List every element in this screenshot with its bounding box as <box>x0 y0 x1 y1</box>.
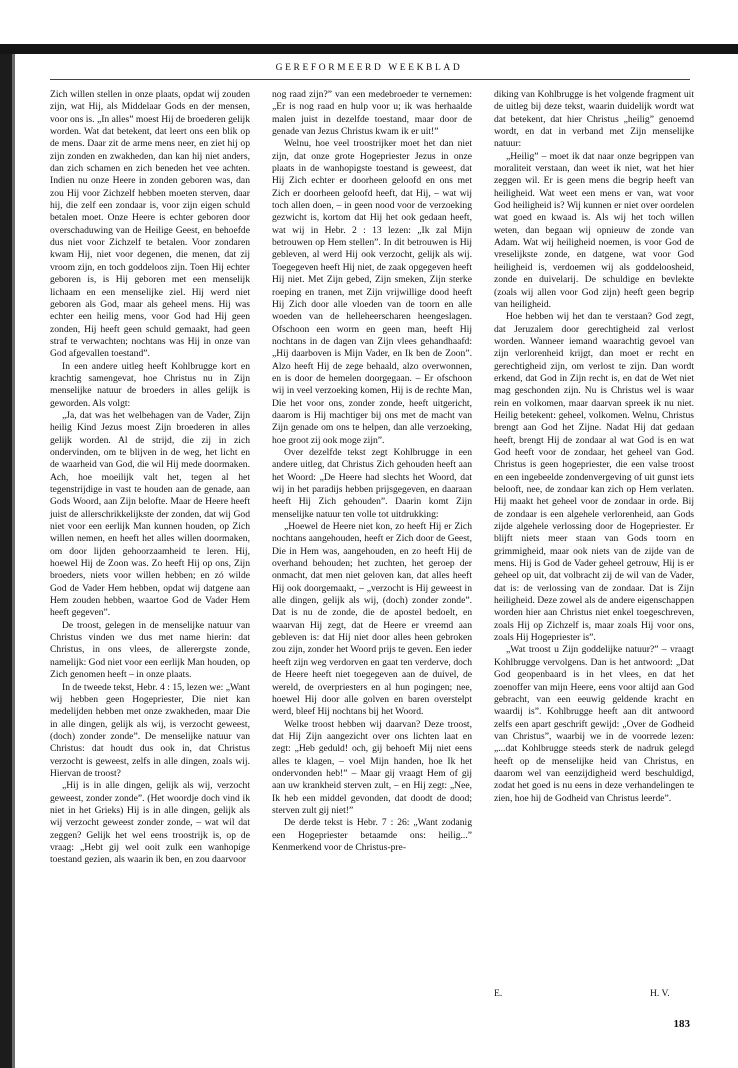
paragraph: diking van Kohlbrugge is het volgende fragment uit de uitleg bij deze tekst, waarin duidelijk wordt wat dat betekent, dat hier Christus „heilig” genoemd wordt, en dat in verband met Zijn menselijke natuur: <box>494 89 694 150</box>
paragraph: De troost, gelegen in de menselijke natuur van Christus vinden we dus met name hierin: dat Christus, in ons vlees, de allerergste zonde, namelijk: God niet voor een eerlijk Man houden, op Zich genomen heeft – in onze plaats. <box>50 619 250 681</box>
paragraph: In de tweede tekst, Hebr. 4 : 15, lezen we: „Want wij hebben geen Hogepriester, Die niet kan medelijden hebben met onze zwakheden, maar Die in alle dingen, gelijk als wij, is verzocht geweest, (doch) zonder zonde”. De menselijke natuur van Christus: dat houdt dus ook in, dat Christus verzocht is geweest, zelfs in alle dingen, zoals wij. Hiervan de troost? <box>50 681 250 779</box>
column-middle <box>272 89 472 854</box>
paragraph: Over dezelfde tekst zegt Kohlbrugge in een andere uitleg, dat Christus Zich gehouden heeft aan het Woord: „De Heere had slechts het Woord, dat wij in het paradijs hebben prijsgegeven, en daaraan heeft Hij Zich gehouden”. Daarin komt Zijn menselijke natuur ten volle tot uitdrukking: <box>272 446 472 520</box>
paragraph: Welnu, hoe veel troostrijker moet het dan niet zijn, dat onze grote Hogepriester Jezus in onze plaats in de wanhopigste toestand is geweest, dat Hij Zich echter er doorheen geloofd en ons met Zich er doorheen geloofd heeft, dat Hij, – wat wij toch allen doen, – in geen nood voor de verzoeking gezwicht is, kortom dat Hij het ook gedaan heeft, wat wij in Hebr. 2 : 13 lezen: „Ik zal Mijn betrouwen op Hem stellen”. In dit betrouwen is Hij gebleven, al werd Hij ook verzocht, gelijk als wij. Toegegeven heeft Hij niet, de zaak opgegeven heeft Hij niet. Met Zijn gebed, Zijn smeken, Zijn sterke roeping en tranen, met Zijn vrijwillige dood heeft Hij Zich door alle vloeden van de toorn en alle woeden van de helleheerscharen heengeslagen. Ofschoon een worm en geen man, heeft Hij nochtans in de dagen van Zijn vlees gehandhaafd: „Hij daarboven is Mijn Vader, en Ik ben de Zoon”. Alzo heeft Hij de zege behaald, alzo overwonnen, en is door de hemelen doorgegaan. – Er ofschoon wij in veel verzoeking komen, Hij is de rechte Man, Die het voor ons, zonder zonde, heeft uitgericht, daarom is Hij machtiger bij ons met de macht van Zijn genade om ons te helpen, dan alle verzoeking, hoe groot zij ook moge zijn”. <box>272 138 472 446</box>
paragraph: „Heilig” – moet ik dat naar onze begrippen van moraliteit verstaan, dan weet ik niet, wat het hier zeggen wil. Er is geen mens die begrip heeft van heiligheid. Wat weet een mens er van, wat voor God heiligheid is? Wij kunnen er niet over oordelen wat goed en kwaad is. Als wij het toch willen weten, dan begaan wij opnieuw de zonde van Adam. Wat wij heiligheid noemen, is voor God de vreselijkste zonde, en datgene, wat voor God heiligheid is, verdoemen wij als goddeloosheid, zonde en duivelarij. De schuldige en bevlekte (zoals wij allen voor God zijn) heeft geen begrip van heiligheid. <box>494 150 694 310</box>
paragraph: Hoe hebben wij het dan te verstaan? God zegt, dat Jeruzalem door gerechtigheid zal verlost worden. Wanneer iemand waarachtig gevoel van zijn verlorenheid krijgt, dan moet er recht en gerechtigheid zijn, om verlost te zijn. Dan wordt erkend, dat God in Zijn recht is, en dat de Wet niet mag geschonden zijn. Nu is Christus wel is waar rein en volkomen, maar daarvan spreek ik nu niet. Heilig betekent: geheel, volkomen. Welnu, Christus brengt aan God het Zijne. Nadat Hij dat gedaan heeft, brengt Hij de zondaar al wat God is en wat God heeft voor de zondaar, het geheel van God. Christus is geen hogepriester, die een valse troost en een ingebeelde zondenvergeving of uit gunst iets belooft, nee, de zondaar kan zich op Hem verlaten. Hij maakt het geheel voor de zondaar in orde. Bij de zondaar is een algehele verlorenheid, aan Gods zijde algehele verlossing door de Hogepriester. Er blijft niets meer staan van Gods toorn en grimmigheid, maar ook niets van de zijde van de mens. Hij is God de Vader geheel getrouw, Hij is er geheel op uit, dat volbracht zij de wil van de Vader, dat is: de verlossing van de zondaar. Dat is Zijn heiligheid. Deze zowel als de andere eigenschappen worden hier aan Christus niet enkel toegeschreven, zoals Hij op Zichzelf is, maar zoals Hij voor ons, zoals Hij Hogepriester is”. <box>494 311 694 644</box>
binding-spine <box>0 54 12 1068</box>
masthead: GEREFORMEERD WEEKBLAD <box>275 63 463 73</box>
paragraph: De derde tekst is Hebr. 7 : 26: „Want zodanig een Hogepriester betaamde ons: heilig...” Kenmerkend voor de Christus-pre- <box>272 817 472 853</box>
paragraph: nog raad zijn?” van een medebroeder te vernemen: „Er is nog raad en hulp voor u; ik was herhaalde malen juist in dezelfde toestand, maar door de genade van Jezus Christus kwam ik er uit!” <box>272 89 472 138</box>
column-left <box>50 89 250 867</box>
page-number: 183 <box>673 1018 690 1030</box>
binding-shadow <box>12 54 15 1068</box>
paragraph: „Hij is in alle dingen, gelijk als wij, verzocht geweest, zonder zonde”. (Het woordje doch vind ik niet in het Grieks) Hij is in alle dingen, gelijk als wij verzocht geweest zonder zonde, – wat wil dat zeggen? Gelijk het wel eens troostrijk is, op de vraag: „Hebt gij wel ooit zulk een wanhopige toestand gezien, als waarin ik ben, en zou daarvoor <box>50 780 250 866</box>
paragraph: Zich willen stellen in onze plaats, opdat wij zouden zijn, wat Hij, als Middelaar Gods en der mensen, voor ons is. „In alles” moest Hij de broederen gelijk worden. Wat dat betekent, dat leert ons een blik op de mens. Daar zit de arme mens neer, en ziet hij op zijn zonden en zwakheden, dan kan hij niet anders, dan zich schamen en zich beneden het vee achten. Indien nu onze Heere in zonden geboren was, dan zou Hij voor Zichzelf hebben moeten sterven, daar hij, die zelf een zondaar is, voor zijn eigen schuld betalen moet. Onze Heere is echter geboren door overschaduwing van de Heilige Geest, en behoefde dus niet voor Zichzelf te betalen. Voor zondaren kwam Hij, niet voor degenen, die menen, dat zij vroom zijn, en toch goddeloos zijn. Toen Hij echter geboren is, is Hij geboren met een menselijk lichaam en een menselijke ziel. Hij werd niet geboren als God, maar als geheel mens. Hij was echter een heilig mens, voor God had Hij geen zonden, Hij heeft geen schuld gemaakt, had geen straf te verwachten; nochtans was Hij in onze van God afgevallen toestand”. <box>50 89 250 360</box>
paragraph: „Wat troost u Zijn goddelijke natuur?” – vraagt Kohlbrugge vervolgens. Dan is het antwoord: „Dat God geopenbaard is in het vlees, en dat het zoenoffer van mijn Heere, eens voor altijd aan God gebracht, van een eeuwig geldende kracht en waardij is”. Kohlbrugge heeft aan dit antwoord zelfs een apart geschrift gewijd: „Over de Godheid van Christus”, waarbij we in de voorrede lezen: „...dat Kohlbrugge steeds sterk de nadruk gelegd heeft op de menselijke heid van Christus, en daarom wel van eenzijdigheid werd beschuldigd, zodat het goed is nu eens in deze verhandelingen te zien, hoe hij de Godheid van Christus leerde”. <box>494 644 694 804</box>
top-border <box>0 44 738 54</box>
paragraph: In een andere uitleg heeft Kohlbrugge kort en krachtig samengevat, hoe Christus nu in Zijn menselijke natuur de broeders in alles gelijk is geworden. Als volgt: <box>50 360 250 409</box>
signature-initial: E. <box>494 988 503 999</box>
paragraph: Welke troost hebben wij daarvan? Deze troost, dat Hij Zijn aangezicht over ons lichten laat en zegt: „Heb geduld! och, gij behoeft Mij niet eens alles te klagen, – voel Mijn handen, hoe Ik het ondervonden heb!” – Maar gij vraagt Hem of gij aan uw krankheid sterven zult, – en Hij zegt: „Nee, Ik heb een middel gevonden, dat doodt de dood; sterven zult gij niet!” <box>272 718 472 816</box>
header-rule <box>50 79 690 80</box>
author-initials: H. V. <box>650 988 670 999</box>
column-right <box>494 89 694 805</box>
paragraph: „Ja, dat was het welbehagen van de Vader, Zijn heilig Kind Jezus moest Zijn broederen in alles gelijk worden. Al de strijd, die zij in zich ondervinden, om te blijven in de weg, het licht en de waarheid van God, die wil Hij mede doormaken. Ach, hoe moeilijk valt het, tegen al het tegenstrijdige in vast te houden aan de genade, aan Gods Woord, aan Zijn belofte. Maar de Heere heeft juist de allerschrikkelijkste der zonden, dat wij God niet voor een eerlijk Man kunnen houden, op Zich willen nemen, en heeft het alles willen doormaken, om door lijden gehoorzaamheid te leren. Hij, hoewel Hij de Zoon was. Zo heeft Hij op ons, Zijn broeders, niets voor willen hebben; en zó wilde God de Vader Hem hebben, opdat wij datgene aan Hem zouden hebben, waartoe God de Vader Hem heeft gegeven”. <box>50 409 250 619</box>
paragraph: „Hoewel de Heere niet kon, zo heeft Hij er Zich nochtans aangehouden, heeft er Zich door de Geest, Die in Hem was, aangehouden, en zo heeft Hij de overhand behouden; het zuchten, het geroep der onmacht, dat men niet geloven kan, dat alles heeft Hij ook doorgemaakt, – „verzocht is Hij geweest in alle dingen, gelijk als wij, (doch) zonder zonde”. Dat is nu de zonde, die de apostel bedoelt, en waarvan Hij zegt, dat de Heere er vreemd aan gebleven is: dat Hij niet door alles heen gebroken zou zijn, zonder het Woord prijs te geven. Een ieder heeft zijn weg verdorven en gaat ten verderve, doch de Heere heeft niet toegegeven aan de duivel, de wereld, de overpriesters en al hun pogingen; nee, hoewel Hij door alle golven en baren overstelpt werd, bleef Hij nochtans bij het Woord. <box>272 521 472 718</box>
